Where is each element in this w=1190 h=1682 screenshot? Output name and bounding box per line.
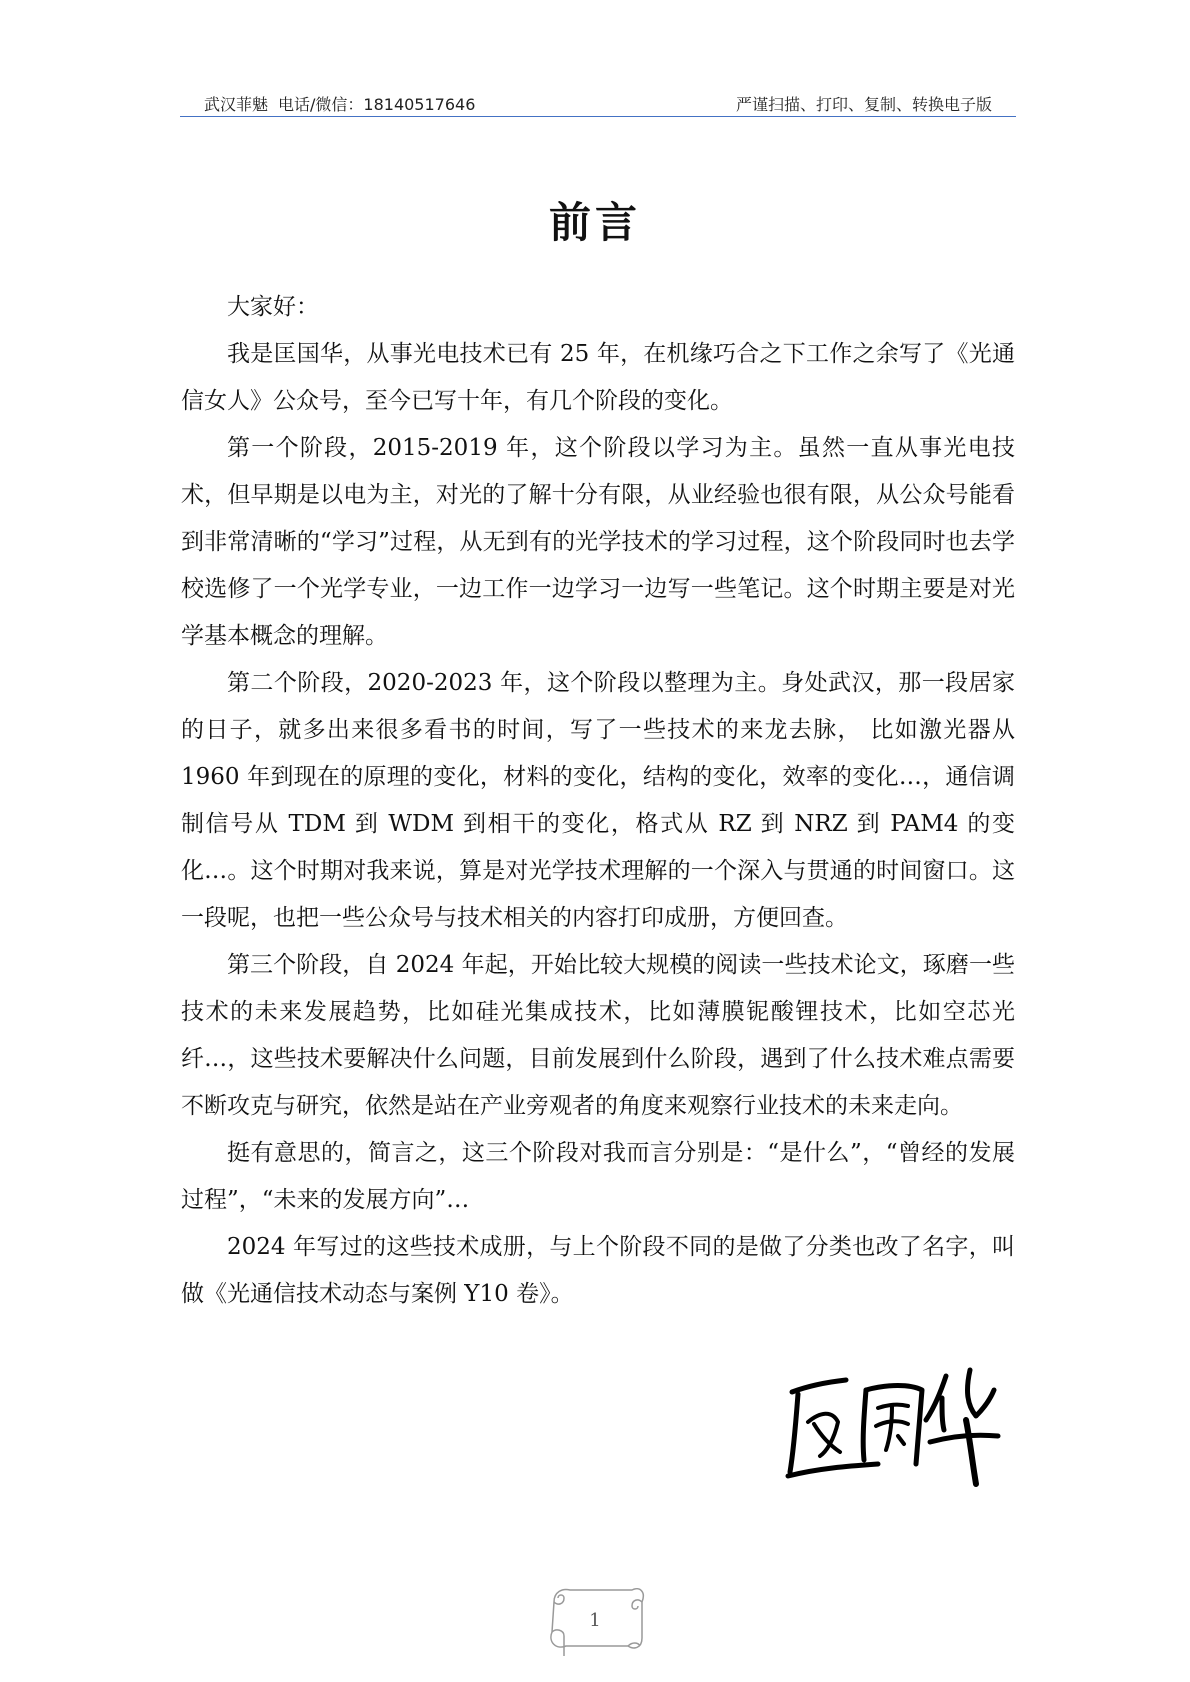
page-header (180, 84, 1016, 117)
paragraph-summary: 挺有意思的，简言之，这三个阶段对我而言分别是：“是什么”，“曾经的发展过程”，“未来的发展方向”… (181, 1140, 1015, 1213)
header-contact (204, 92, 475, 115)
page-title: 前言 (548, 198, 641, 247)
paragraph-intro: 我是匡国华，从事光电技术已有 25 年，在机缘巧合之下工作之余写了《光通信女人》公众号，至今已写十年，有几个阶段的变化。 (181, 341, 1015, 414)
handwritten-signature (780, 1360, 1010, 1490)
body-text (181, 284, 1015, 1318)
paragraph-stage-two: 第二个阶段，2020-2023 年，这个阶段以整理为主。身处武汉，那一段居家的日子，就多出来很多看书的时间，写了一些技术的来龙去脉， 比如激光器从 1960 年到现在的原理的变化，材料的变化，结构的变化，效率的变化…，通信调制信号从 TDM 到 WDM 到相干的变化，格式从 RZ 到 NRZ 到 PAM4 的变化…。这个时期对我来说，算是对光学技术理解的一个深入与贯通的时间窗口。这一段呢，也把一些公众号与技术相关的内容打印成册，方便回查。 (181, 670, 1015, 931)
header-company: 武汉菲魅 (204, 95, 269, 114)
page-number-ribbon (540, 1580, 650, 1658)
paragraph-stage-one: 第一个阶段，2015-2019 年，这个阶段以学习为主。虽然一直从事光电技术，但早期是以电为主，对光的了解十分有限，从业经验也很有限，从公众号能看到非常清晰的“学习”过程，从无到有的光学技术的学习过程，这个阶段同时也去学校选修了一个光学专业，一边工作一边学习一边写一些笔记。这个时期主要是对光学基本概念的理解。 (181, 435, 1015, 649)
header-phone: 电话/微信：18140517646 (278, 95, 476, 114)
paragraph-greeting: 大家好： (227, 294, 319, 320)
header-service: 严谨扫描、打印、复制、转换电子版 (735, 95, 992, 114)
paragraph-stage-three: 第三个阶段，自 2024 年起，开始比较大规模的阅读一些技术论文，琢磨一些技术的未来发展趋势，比如硅光集成技术，比如薄膜铌酸锂技术，比如空芯光纤…，这些技术要解决什么问题，目前发展到什么阶段，遇到了什么技术难点需要不断攻克与研究，依然是站在产业旁观者的角度来观察行业技术的未来走向。 (181, 952, 1015, 1119)
page-number: 1 (589, 1610, 601, 1631)
paragraph-closing: 2024 年写过的这些技术成册，与上个阶段不同的是做了分类也改了名字，叫做《光通信技术动态与案例 Y10 卷》。 (181, 1234, 1015, 1307)
